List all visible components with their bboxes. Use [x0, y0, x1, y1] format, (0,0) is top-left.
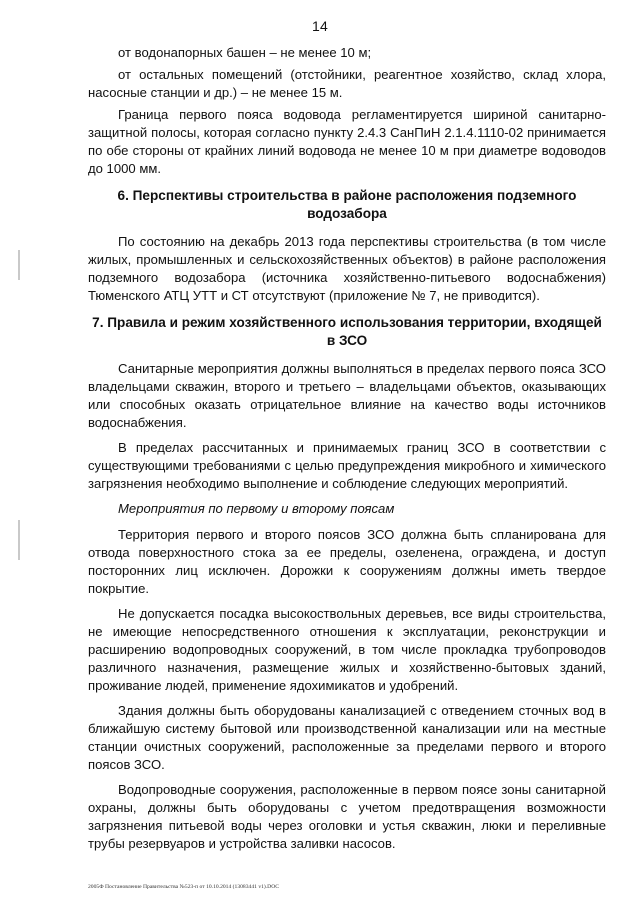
paragraph: Не допускается посадка высокоствольных деревьев, все виды строительства, не имеющие непосредственного отношения к эксплуатации, реконструкции и расширению водопроводных сооружений, в том числе прокладка трубопроводов различного назначения, размещение жилых и хозяйственно-бытовых зданий, проживание людей, применение ядохимикатов и удобрений.	[88, 606, 606, 693]
paragraph: Водопроводные сооружения, расположенные в первом поясе зоны санитарной охраны, должны быть оборудованы с учетом предотвращения возможности загрязнения питьевой воды через оголовки и устья скважин, люки и переливные трубы резервуаров и устройства заливки насосов.	[88, 782, 606, 851]
page-number: 14	[312, 18, 328, 34]
subheading: Мероприятия по первому и второму поясам	[118, 501, 395, 516]
document-body	[88, 44, 606, 860]
document-footer: 2005Ф Постановление Правительства №523-п от 10.10.2014 (13083441 v1).DOC	[88, 884, 279, 890]
paragraph: Территория первого и второго поясов ЗСО должна быть спланирована для отвода поверхностного стока за ее пределы, озеленена, ограждена, и доступ посторонних лиц исключен. Дорожки к сооружениям должны иметь твердое покрытие.	[88, 527, 606, 596]
paragraph: от остальных помещений (отстойники, реагентное хозяйство, склад хлора, насосные станции и др.) – не менее 15 м.	[88, 67, 606, 100]
scan-margin-mark	[18, 520, 20, 560]
paragraph: По состоянию на декабрь 2013 года перспективы строительства (в том числе жилых, промышленных и сельскохозяйственных объектов) в районе расположения подземного водозабора (источника хозяйственно-питьевого водоснабжения) Тюменского АТЦ УТТ и СТ отсутствуют (приложение № 7, не приводится).	[88, 234, 606, 303]
paragraph: Здания должны быть оборудованы канализацией с отведением сточных вод в ближайшую систему бытовой или производственной канализации или на местные станции очистных сооружений, расположенные за пределами первого и второго поясов ЗСО.	[88, 703, 606, 772]
scan-margin-mark	[18, 250, 20, 280]
section-heading-6: 6. Перспективы строительства в районе расположения подземного водозабора	[117, 188, 577, 221]
section-heading-7: 7. Правила и режим хозяйственного использования территории, входящей в ЗСО	[92, 315, 602, 348]
paragraph: Граница первого пояса водовода регламентируется шириной санитарно-защитной полосы, которая согласно пункту 2.4.3 СанПиН 2.1.4.1110-02 принимается по обе стороны от крайних линий водовода не менее 10 м при диаметре водоводов до 1000 мм.	[88, 107, 606, 176]
paragraph: В пределах рассчитанных и принимаемых границ ЗСО в соответствии с существующими требованиями с целью предупреждения микробного и химического загрязнения необходимо выполнение и соблюдение следующих мероприятий.	[88, 440, 606, 491]
paragraph: Санитарные мероприятия должны выполняться в пределах первого пояса ЗСО владельцами скважин, второго и третьего – владельцами объектов, оказывающих или способных оказать отрицательное влияние на качество воды источников водоснабжения.	[88, 361, 606, 430]
paragraph: от водонапорных башен – не менее 10 м;	[118, 45, 372, 60]
